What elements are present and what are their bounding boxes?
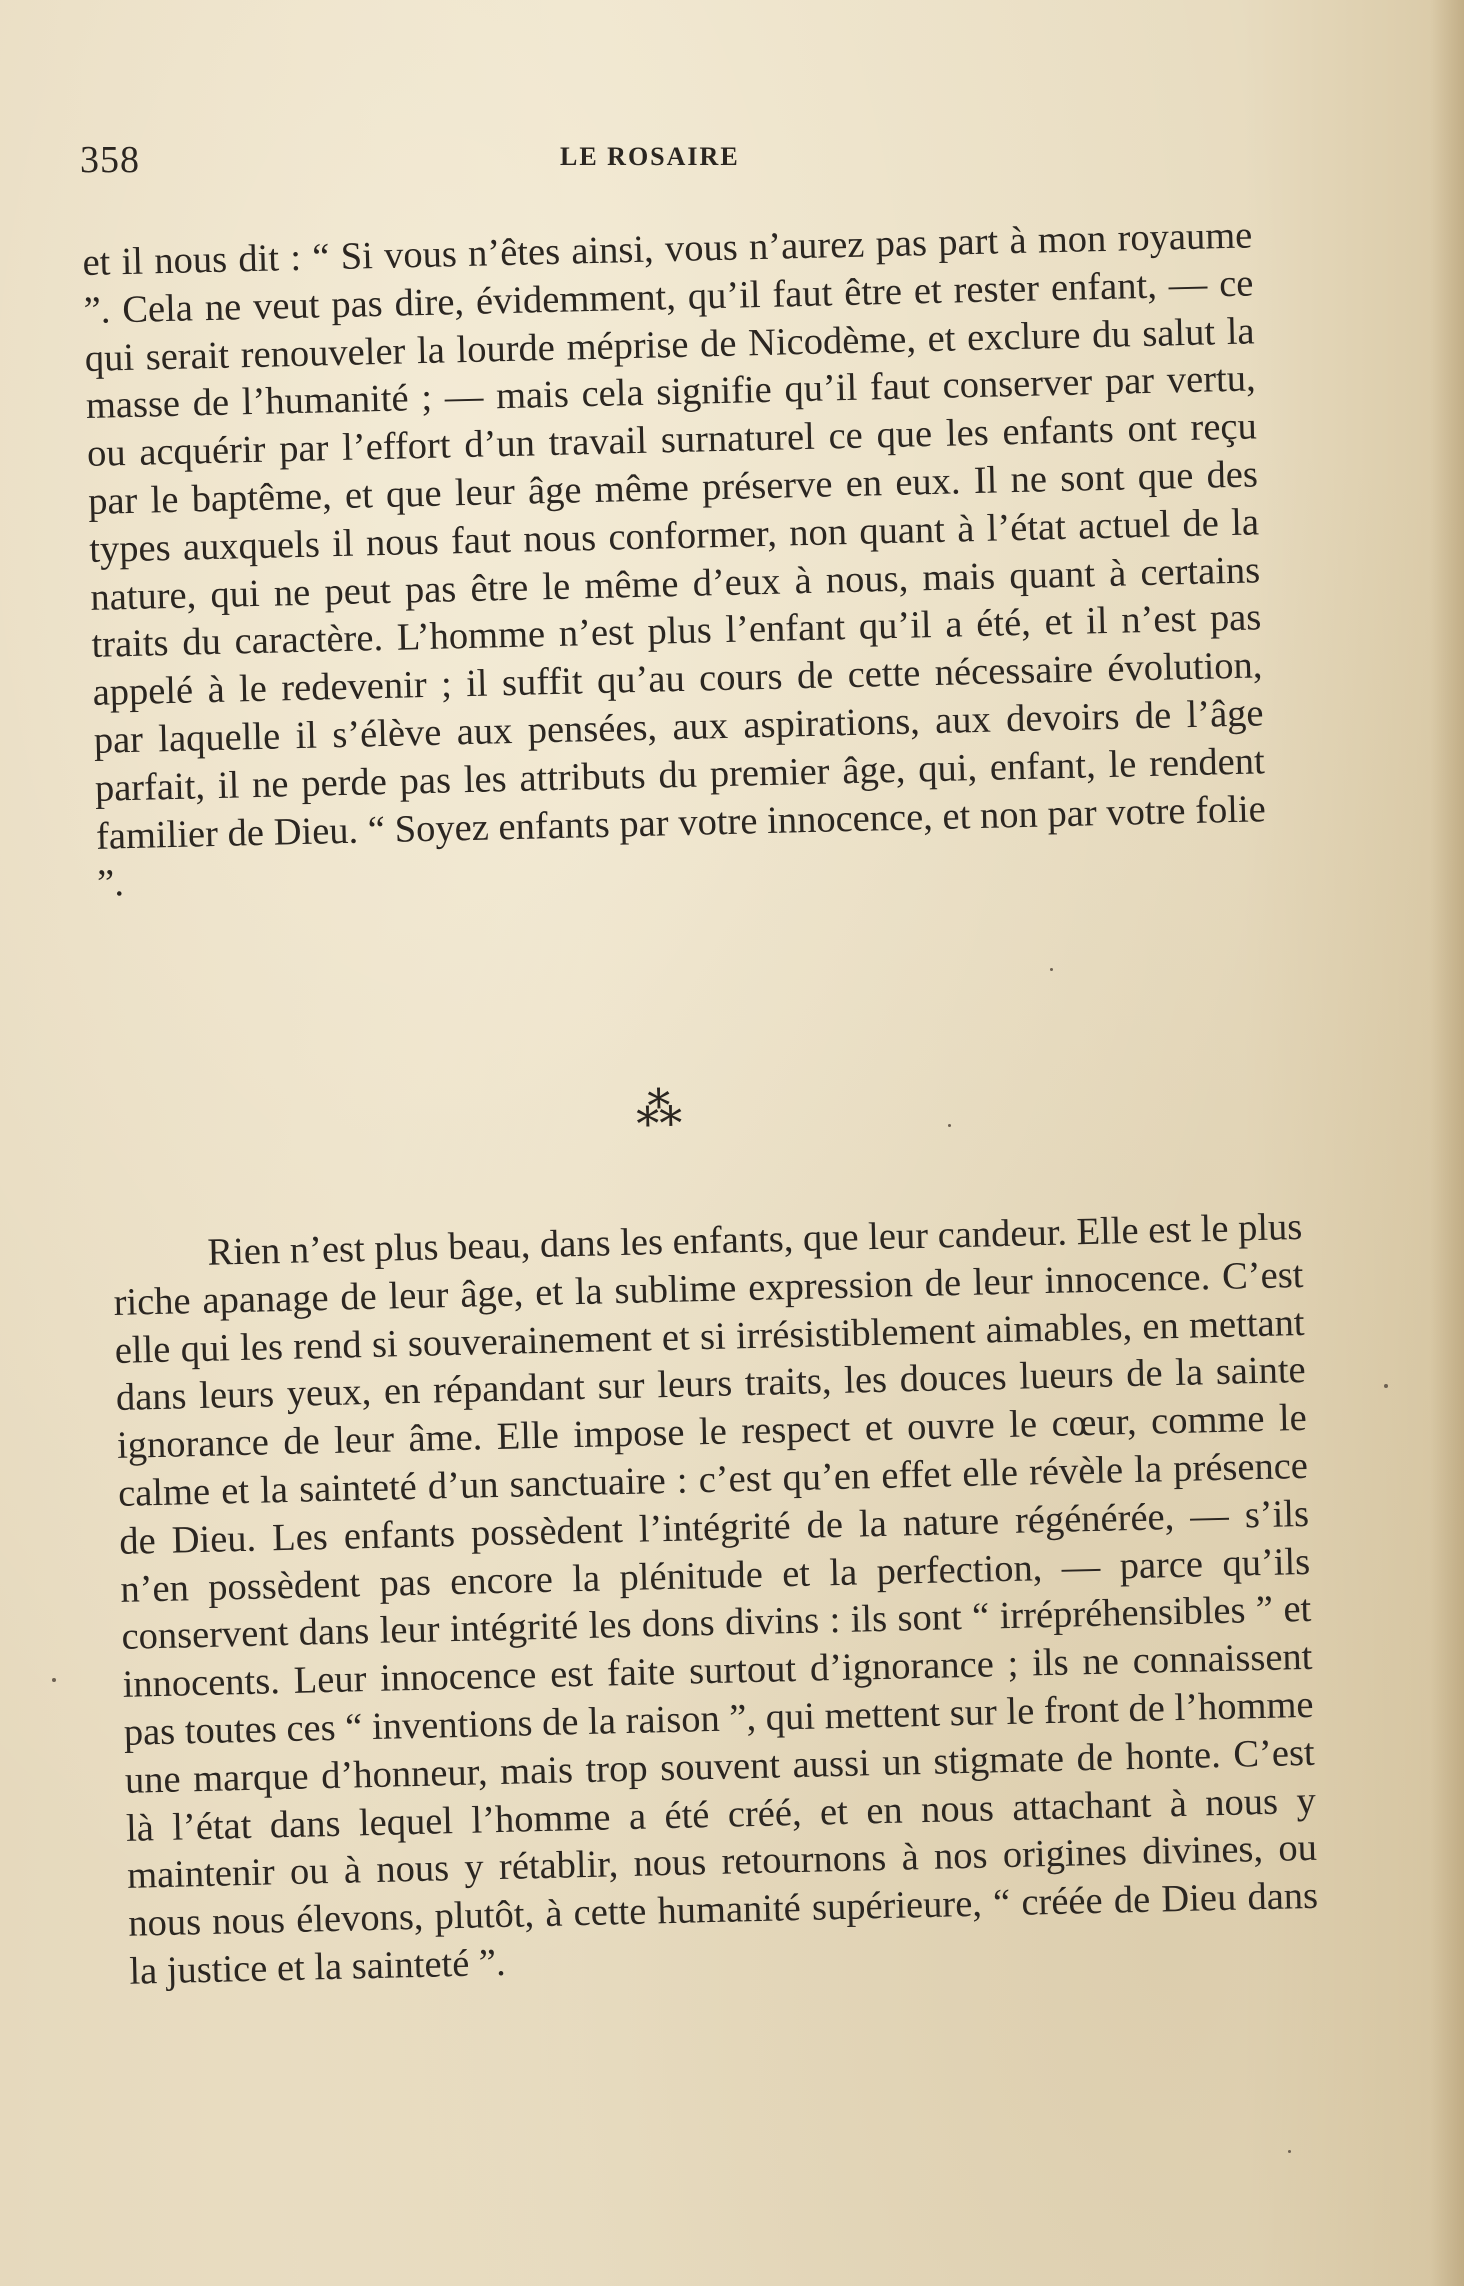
page-header (80, 138, 1260, 188)
paper-speck (1384, 1384, 1388, 1388)
page-edge-shadow (1430, 0, 1464, 2286)
text-block-bottom (112, 1204, 1320, 1997)
paragraph-candeur: Rien n’est plus beau, dans les enfants, que leur candeur. Elle est le plus riche apanage de leur âge, et la sublime expression de leur innocence. C’est elle qui les rend si souverainement et si irrésistiblement aimables, en mettant dans leurs yeux, en répandant sur leurs traits, les douces lueurs de la sainte ignorance de leur âme. Elle impose le respect et ouvre le cœur, comme le calme et la sainteté d’un sanctuaire : c’est qu’en effet elle révèle la présence de Dieu. Les enfants possèdent l’intégrité de la nature régénérée, — s’ils n’en possèdent pas encore la plénitude et la perfection, — parce qu’ils conservent dans leur intégrité les dons divins : ils sont “ irrépréhensibles ” et innocents. Leur innocence est faite surtout d’ignorance ; ils ne connaissent pas toutes ces “ inventions de la raison ”, qui mettent sur le front de l’homme une marque d’honneur, mais trop souvent aussi un stigmate de honte. C’est là l’état dans lequel l’homme a été créé, et en nous attachant à nous y maintenir ou à nous y rétablir, nous retournons à nos origines divines, ou nous nous élevons, plutôt, à cette humanité supérieure, “ créée de Dieu dans la justice et la sainteté ”. (113, 1205, 1319, 1993)
section-separator: ⁂ (635, 1083, 679, 1136)
paper-speck (948, 1124, 951, 1127)
paragraph-continuation: et il nous dit : “ Si vous n’êtes ainsi, vous n’aurez pas part à mon royaume ”. Cela ne veut pas dire, évidemment, qu’il faut être et rester enfant, — ce qui serait renouveler la lourde méprise de Nicodème, et exclure du salut la masse de l’humanité ; — mais cela signifie qu’il faut conserver par vertu, ou acquérir par l’effort d’un travail surnaturel ce que les enfants ont reçu par le baptême, et que leur âge même préserve en eux. Il ne sont que des types auxquels il nous faut nous conformer, non quant à l’état actuel de la nature, qui ne peut pas être le même d’eux à nous, mais quant à certains traits du caractère. L’homme n’est plus l’enfant qu’il a été, et il n’est pas appelé à le redevenir ; il suffit qu’au cours de cette nécessaire évolution, par laquelle il s’élève aux pensées, aux aspirations, aux devoirs de l’âge parfait, il ne perde pas les attributs du premier âge, qui, enfant, le rendent familier de Dieu. “ Soyez enfants par votre innocence, et non par votre folie ”. (82, 214, 1267, 906)
running-title: LE ROSAIRE (560, 142, 740, 171)
text-block-top (82, 212, 1267, 909)
page-number: 358 (80, 139, 140, 181)
paper-speck (52, 1678, 56, 1682)
paper-speck (1050, 968, 1053, 971)
paper-speck (1288, 2150, 1291, 2153)
